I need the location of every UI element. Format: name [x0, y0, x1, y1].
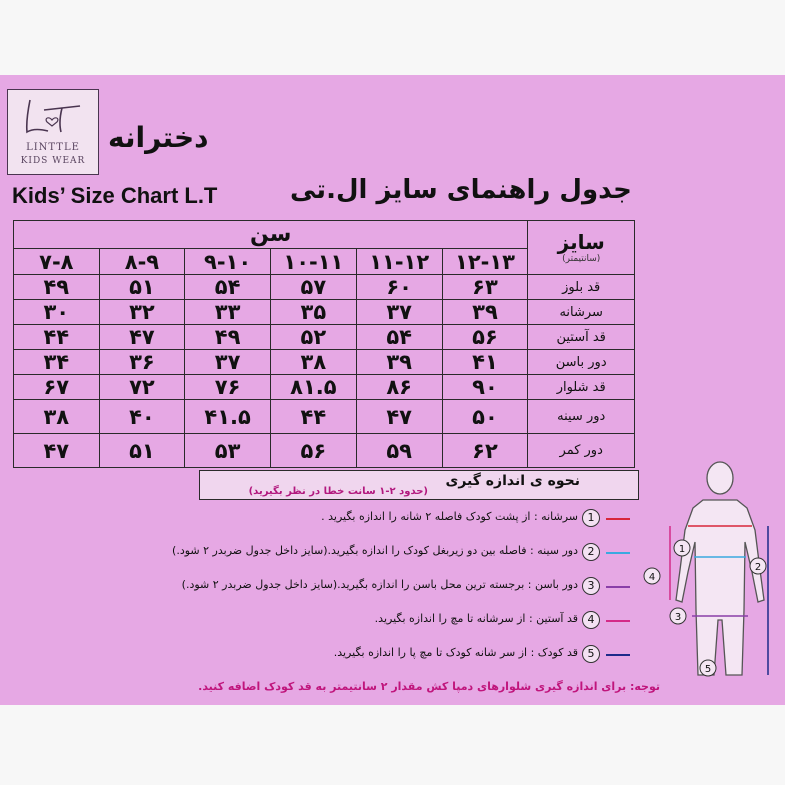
- table-cell: ۴۹: [185, 325, 271, 350]
- table-cell: ۳۹: [356, 350, 442, 375]
- table-cell: ۵۷: [270, 275, 356, 300]
- table-cell: ۳۳: [185, 300, 271, 325]
- table-cell: ۵۱: [99, 275, 185, 300]
- girls-title: دخترانه: [108, 121, 209, 154]
- age-cell: ۱۱-۱۲: [356, 249, 442, 275]
- table-cell: ۷۲: [99, 375, 185, 400]
- figure-label-2: 2: [754, 562, 762, 573]
- table-cell: ۵۶: [442, 325, 528, 350]
- figure-label-3: 3: [674, 612, 682, 623]
- table-row: [14, 350, 635, 375]
- measurement-step: [80, 576, 630, 598]
- table-cell: ۶۳: [442, 275, 528, 300]
- footer-note: توجه: برای اندازه گیری شلوارهای دمپا کش مقدار ۲ سانتیمتر به قد کودک اضافه کنید.: [198, 680, 660, 693]
- step-color-line: [606, 552, 630, 554]
- size-chart-card: [0, 75, 785, 705]
- row-label: دور سینه: [528, 400, 635, 434]
- age-cell: ۸-۹: [99, 249, 185, 275]
- measurement-step: [80, 508, 630, 530]
- child-measurement-figure-icon: [640, 460, 785, 685]
- step-text: دور باسن : برجسته ترین محل باسن را اندازه بگیرید.(سایز داخل جدول ضربدر ۲ شود.): [181, 578, 578, 591]
- top-background-strip: [0, 0, 785, 75]
- table-cell: ۵۱: [99, 434, 185, 468]
- table-cell: ۵۲: [270, 325, 356, 350]
- step-color-line: [606, 518, 630, 520]
- table-row: [14, 275, 635, 300]
- measurement-guide-header: [199, 470, 639, 500]
- row-label: سرشانه: [528, 300, 635, 325]
- lt-monogram-icon: [18, 96, 88, 138]
- table-cell: ۳۵: [270, 300, 356, 325]
- table-row: [14, 325, 635, 350]
- table-cell: ۳۶: [99, 350, 185, 375]
- table-cell: ۴۰: [99, 400, 185, 434]
- age-cell: ۹-۱۰: [185, 249, 271, 275]
- measurement-step: [80, 610, 630, 632]
- measurement-guide-tolerance: (حدود ۲-۱ سانت خطا در نظر بگیرید): [248, 486, 428, 497]
- table-cell: ۶۰: [356, 275, 442, 300]
- table-cell: ۸۶: [356, 375, 442, 400]
- step-number-badge: 4: [582, 611, 600, 629]
- table-cell: ۳۸: [270, 350, 356, 375]
- step-text: سرشانه : از پشت کودک فاصله ۲ شانه را اندازه بگیرید .: [321, 510, 578, 523]
- row-label: دور کمر: [528, 434, 635, 468]
- step-text: قد آستین : از سرشانه تا مچ را اندازه بگیرید.: [374, 612, 578, 625]
- figure-label-4: 4: [648, 572, 656, 583]
- table-cell: ۵۰: [442, 400, 528, 434]
- bottom-background-strip: [0, 705, 785, 785]
- step-number-badge: 5: [582, 645, 600, 663]
- step-number-badge: 2: [582, 543, 600, 561]
- table-cell: ۳۷: [185, 350, 271, 375]
- table-cell: ۴۴: [270, 400, 356, 434]
- step-number-badge: 3: [582, 577, 600, 595]
- measurement-step: [80, 644, 630, 666]
- step-color-line: [606, 620, 630, 622]
- logo-line1: LINTTLE: [26, 142, 80, 153]
- table-cell: ۴۴: [14, 325, 100, 350]
- table-cell: ۹۰: [442, 375, 528, 400]
- table-cell: ۷۶: [185, 375, 271, 400]
- table-cell: ۳۴: [14, 350, 100, 375]
- measurement-step: [80, 542, 630, 564]
- table-row: [14, 375, 635, 400]
- table-cell: ۸۱.۵: [270, 375, 356, 400]
- table-cell: ۶۷: [14, 375, 100, 400]
- table-row: [14, 434, 635, 468]
- step-number-badge: 1: [582, 509, 600, 527]
- step-text: قد کودک : از سر شانه کودک تا مچ پا را اندازه بگیرید.: [333, 646, 578, 659]
- table-cell: ۳۹: [442, 300, 528, 325]
- logo-line2: KIDS WEAR: [20, 156, 86, 166]
- table-cell: ۴۷: [99, 325, 185, 350]
- table-cell: ۴۷: [356, 400, 442, 434]
- table-row: [14, 400, 635, 434]
- size-header-unit: (سانتیمتر): [562, 253, 601, 264]
- step-color-line: [606, 654, 630, 656]
- age-cell: ۱۰-۱۱: [270, 249, 356, 275]
- age-cell: ۷-۸: [14, 249, 100, 275]
- row-label: قد شلوار: [528, 375, 635, 400]
- brand-logo: [7, 89, 99, 175]
- measurement-guide-title: نحوه ی اندازه گیری: [445, 473, 580, 489]
- row-label: قد آستین: [528, 325, 635, 350]
- age-header: سن: [14, 221, 528, 249]
- figure-label-1: 1: [678, 544, 686, 555]
- table-cell: ۴۱: [442, 350, 528, 375]
- table-cell: ۳۲: [99, 300, 185, 325]
- table-cell: ۵۹: [356, 434, 442, 468]
- row-label: دور باسن: [528, 350, 635, 375]
- step-color-line: [606, 586, 630, 588]
- table-cell: ۳۸: [14, 400, 100, 434]
- step-text: دور سینه : فاصله بین دو زیربغل کودک را اندازه بگیرید.(سایز داخل جدول ضربدر ۲ شود.): [172, 544, 578, 557]
- figure-label-5: 5: [704, 664, 712, 675]
- english-title: Kids’ Size Chart L.T: [12, 183, 218, 208]
- persian-title: جدول راهنمای سایز ال.تی: [290, 175, 632, 205]
- size-header: [528, 221, 635, 275]
- table-cell: ۵۴: [356, 325, 442, 350]
- size-header-label: سایز: [557, 229, 605, 254]
- table-cell: ۳۷: [356, 300, 442, 325]
- table-row: [14, 300, 635, 325]
- table-cell: ۳۰: [14, 300, 100, 325]
- table-cell: ۵۶: [270, 434, 356, 468]
- row-label: قد بلوز: [528, 275, 635, 300]
- table-cell: ۵۳: [185, 434, 271, 468]
- age-cell: ۱۲-۱۳: [442, 249, 528, 275]
- table-cell: ۶۲: [442, 434, 528, 468]
- table-cell: ۴۱.۵: [185, 400, 271, 434]
- size-table: [13, 220, 635, 468]
- table-cell: ۴۹: [14, 275, 100, 300]
- table-cell: ۵۴: [185, 275, 271, 300]
- table-cell: ۴۷: [14, 434, 100, 468]
